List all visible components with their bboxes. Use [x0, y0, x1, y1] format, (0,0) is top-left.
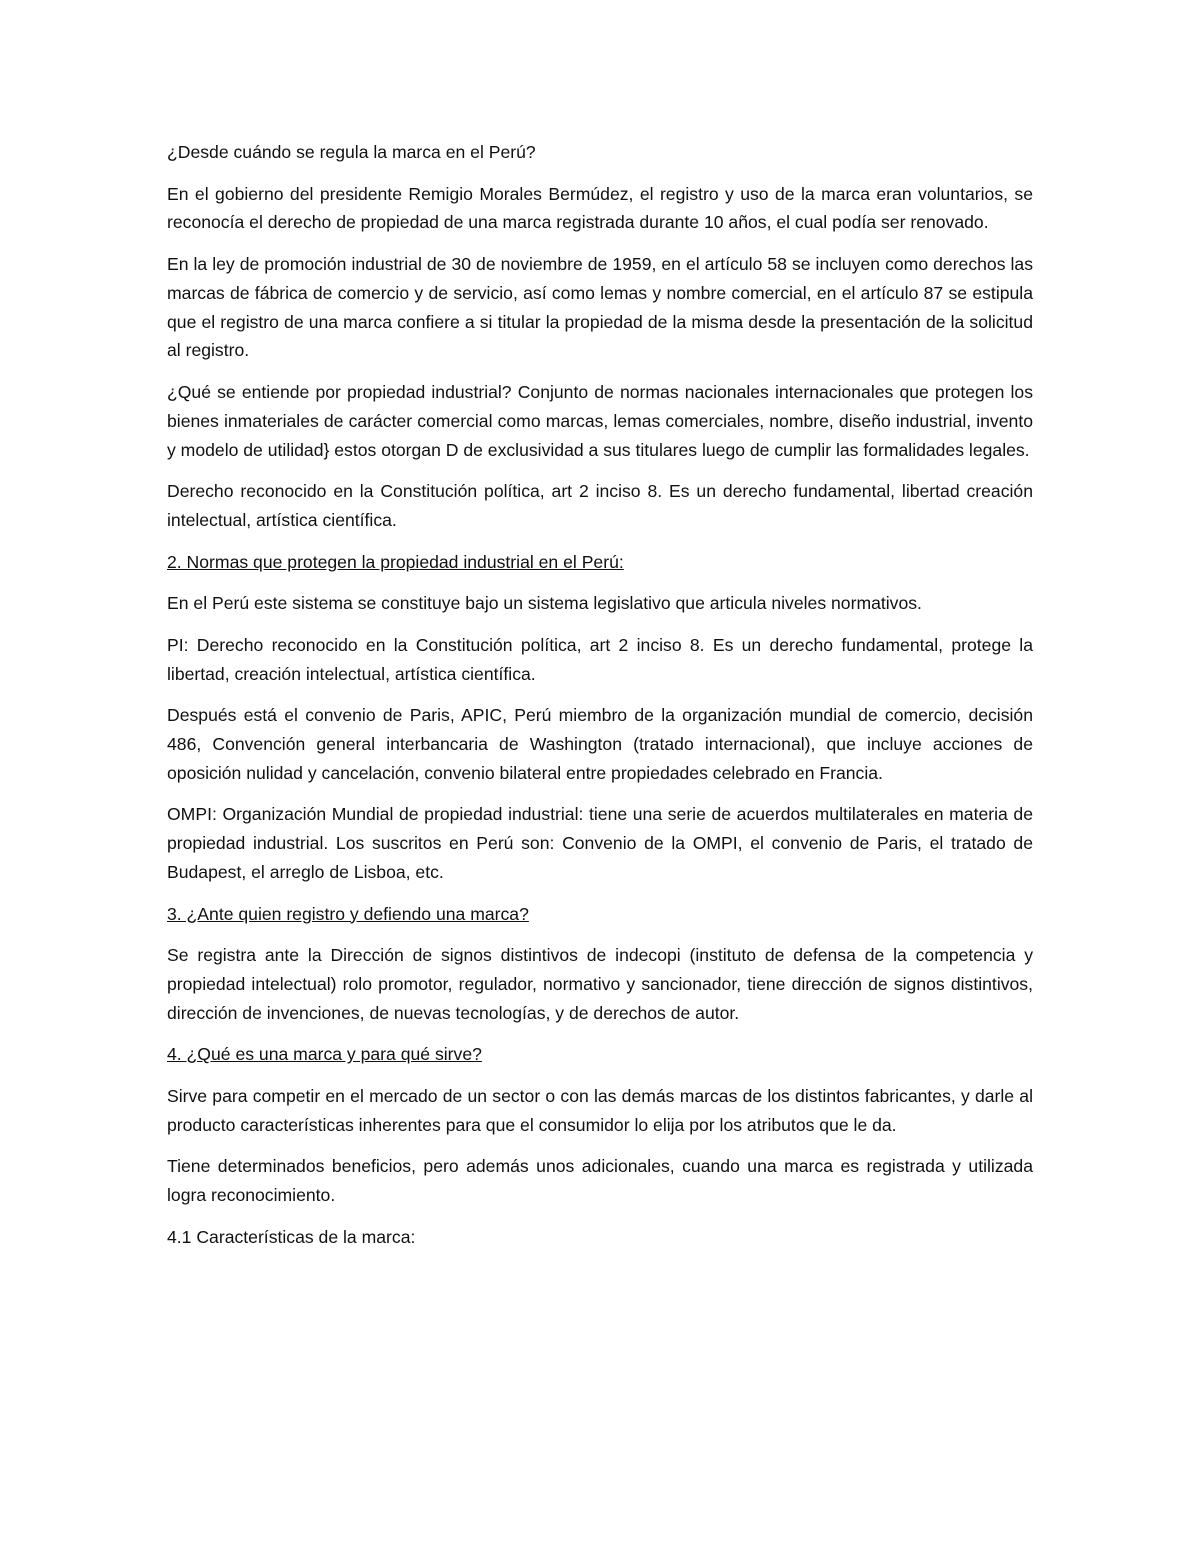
paragraph-beneficios: Tiene determinados beneficios, pero además unos adicionales, cuando una marca es registrada y utilizada logra reconocimiento. [167, 1156, 1033, 1206]
paragraph-convenio-paris: Después está el convenio de Paris, APIC, Perú miembro de la organización mundial de comercio, decisión 486, Convención general interbancaria de Washington (tratado internacional), que incluye acciones de oposición nulidad y cancelación, convenio bilateral entre propiedades celebrado en Francia. [167, 705, 1033, 783]
paragraph-gobierno-morales: En el gobierno del presidente Remigio Morales Bermúdez, el registro y uso de la marca eran voluntarios, se reconocía el derecho de propiedad de una marca registrada durante 10 años, el cual podía ser renovado. [167, 183, 1033, 233]
section-heading-2: 2. Normas que protegen la propiedad industrial en el Perú: [167, 551, 624, 572]
section-heading-4: 4. ¿Qué es una marca y para qué sirve? [167, 1044, 482, 1065]
paragraph-ley-promocion: En la ley de promoción industrial de 30 de noviembre de 1959, en el artículo 58 se incluyen como derechos las marcas de fábrica de comercio y de servicio, así como lemas y nombre comercial, en el artículo 87 se estipula que el registro de una marca confiere a si titular la propiedad de la misma desde la presentación de la solicitud al registro. [167, 253, 1033, 361]
paragraph-sistema-legislativo: En el Perú este sistema se constituye bajo un sistema legislativo que articula niveles normativos. [167, 593, 922, 614]
paragraph-sirve-competir: Sirve para competir en el mercado de un sector o con las demás marcas de los distintos fabricantes, y darle al producto características inherentes para que el consumidor lo elija por los atributos que le da. [167, 1085, 1033, 1135]
section-heading-3: 3. ¿Ante quien registro y defiendo una marca? [167, 903, 529, 924]
paragraph-derecho-constitucion: Derecho reconocido en la Constitución política, art 2 inciso 8. Es un derecho fundamental, libertad creación intelectual, artística científica. [167, 481, 1033, 530]
paragraph-pi-derecho: PI: Derecho reconocido en la Constitución política, art 2 inciso 8. Es un derecho fundamental, protege la libertad, creación intelectual, artística científica. [167, 634, 1033, 684]
document-body [167, 138, 1033, 1264]
paragraph-ompi: OMPI: Organización Mundial de propiedad industrial: tiene una serie de acuerdos multilaterales en materia de propiedad industrial. Los suscritos en Perú son: Convenio de la OMPI, el convenio de Paris, el tratado de Budapest, el arreglo de Lisboa, etc. [167, 804, 1033, 882]
paragraph-propiedad-industrial: ¿Qué se entiende por propiedad industrial? Conjunto de normas nacionales internacionales que protegen los bienes inmateriales de carácter comercial como marcas, lemas comerciales, nombre, diseño industrial, invento y modelo de utilidad} estos otorgan D de exclusividad a sus titulares luego de cumplir las formalidades legales. [167, 381, 1033, 460]
paragraph-indecopi: Se registra ante la Dirección de signos distintivos de indecopi (instituto de defensa de la competencia y propiedad intelectual) rolo promotor, regulador, normativo y sancionador, tiene dirección de signos distintivos, dirección de invenciones, de nuevas tecnologías, y de derechos de autor. [167, 945, 1033, 1023]
paragraph-question-desde-cuando: ¿Desde cuándo se regula la marca en el Perú? [167, 142, 536, 162]
subsection-heading-4-1: 4.1 Características de la marca: [167, 1226, 416, 1247]
